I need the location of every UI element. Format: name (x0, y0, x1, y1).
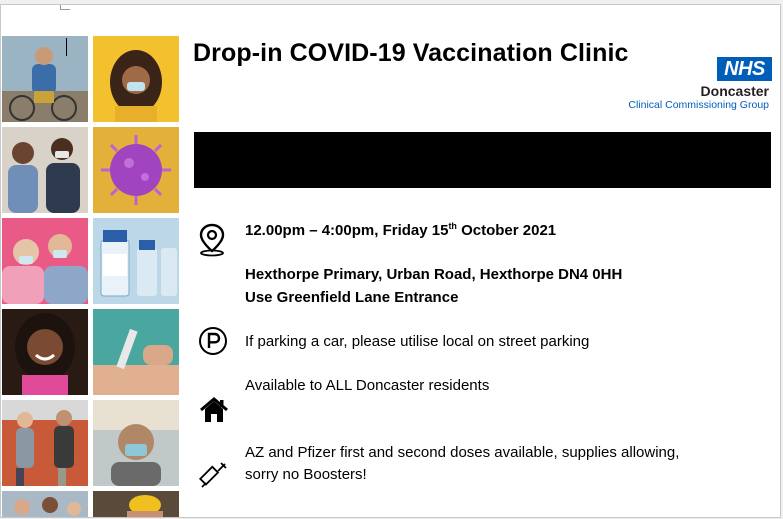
venue-address: Hexthorpe Primary, Urban Road, Hexthorpe DN4 0HH (245, 266, 623, 283)
eligibility-text: Available to ALL Doncaster residents (245, 377, 490, 394)
photo-two-people-phones (2, 400, 88, 486)
syringe-icon (198, 461, 228, 491)
photo-older-man-mask (93, 400, 179, 486)
photo-smiling-woman (2, 309, 88, 395)
photo-group-outdoors (2, 491, 88, 518)
location-pin-icon (197, 223, 227, 257)
parking-icon (198, 325, 228, 357)
flyer-page (0, 4, 781, 518)
photo-couple-masks (2, 127, 88, 213)
page-title: Drop-in COVID-19 Vaccination Clinic (193, 39, 629, 67)
photo-virus-illustration (93, 127, 179, 213)
parking-text: If parking a car, please utilise local on street parking (245, 333, 590, 350)
text-cursor (66, 38, 67, 56)
photo-vaccine-vials (93, 218, 179, 304)
datetime-text: 12.00pm – 4:00pm, Friday 15th October 2021 (245, 221, 557, 239)
page-corner-mark (60, 5, 70, 10)
photo-woman-yellow (93, 36, 179, 122)
nhs-logo: NHS (717, 57, 772, 81)
photo-worker-hardhat (93, 491, 179, 518)
doses-text-line1: AZ and Pfizer first and second doses available, supplies allowing, (245, 444, 680, 461)
photo-syringe-hands (93, 309, 179, 395)
home-icon (199, 396, 229, 424)
photo-man-on-bike (2, 36, 88, 122)
photo-older-couple (2, 218, 88, 304)
doses-text-line2: sorry no Boosters! (245, 466, 367, 483)
org-subtitle: Clinical Commissioning Group (628, 99, 769, 111)
org-name: Doncaster (700, 83, 769, 99)
redacted-block (194, 132, 771, 188)
venue-entrance: Use Greenfield Lane Entrance (245, 289, 459, 306)
